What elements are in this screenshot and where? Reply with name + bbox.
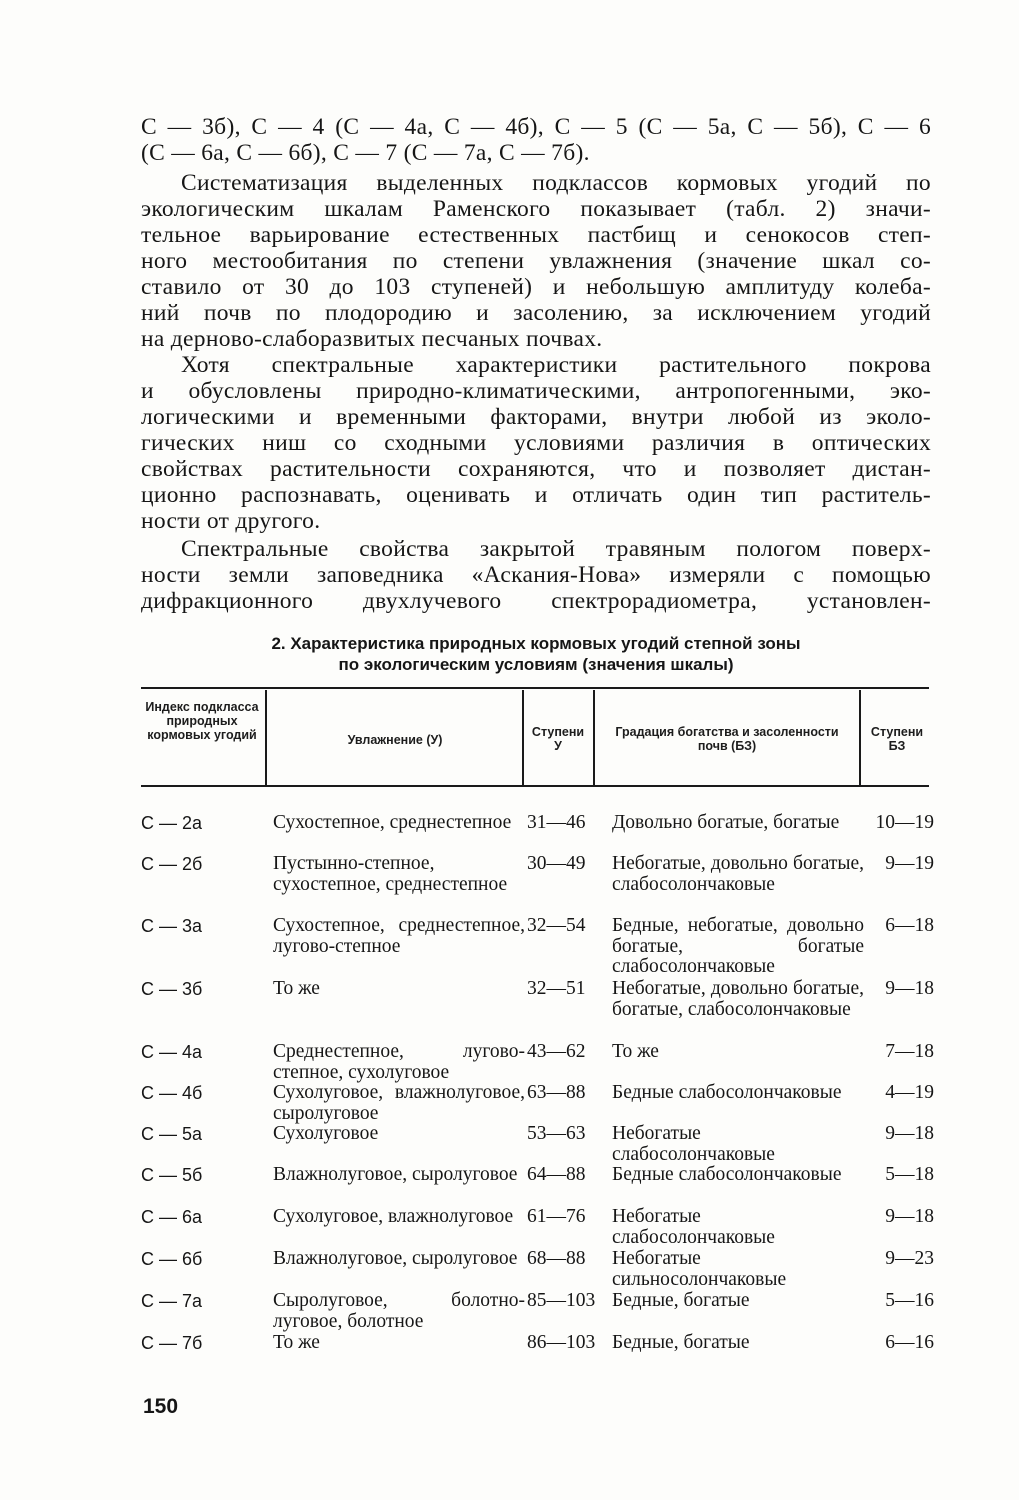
- cell-index: С — 5а: [141, 1124, 203, 1144]
- text-line: логическими и временными факторами, внутри любой из эколо-: [141, 404, 931, 430]
- text-line: свойствах растительности сохраняются, что и позволяет дистан-: [141, 456, 931, 482]
- cell-humidity: То же: [273, 1332, 320, 1353]
- text-line: и обусловлены природно-климатическими, антропогенными, эко-: [141, 378, 931, 404]
- text-line: гических ниш со сходными условиями различия в оптических: [141, 430, 931, 456]
- cell-index: С — 3б: [141, 979, 203, 999]
- cell-humidity-steps: 63—88: [527, 1082, 586, 1103]
- cell-humidity-steps: 32—51: [527, 978, 586, 999]
- continuation-text: [141, 114, 931, 166]
- cell-richness-steps: 9—18: [885, 1206, 934, 1227]
- text-line: тельное варьирование естественных пастбищ и сенокосов степ-: [141, 222, 931, 248]
- cell-richness: Небогатые слабосолончаковые: [612, 1206, 775, 1248]
- cell-richness-steps: 9—19: [885, 853, 934, 874]
- cell-richness-steps: 6—18: [885, 915, 934, 936]
- cell-richness: Бедные, богатые: [612, 1290, 750, 1311]
- cell-humidity: Сыролуговое, болотно-луговое, болотное: [273, 1290, 525, 1332]
- cell-humidity-steps: 31—46: [527, 812, 586, 833]
- table-column-divider: [265, 690, 267, 785]
- cell-richness: Довольно богатые, богатые: [612, 812, 840, 833]
- header-richness: Градация богатства и засоленности почв (БЗ): [615, 725, 839, 753]
- text-line: Спектральные свойства закрытой травяным пологом поверх-: [181, 536, 931, 562]
- cell-humidity-steps: 61—76: [527, 1206, 586, 1227]
- cell-richness: Бедные слабосолончаковые: [612, 1082, 842, 1103]
- text-line: С — 3б), С — 4 (С — 4а, С — 4б), С — 5 (С — 5а, С — 5б), С — 6: [141, 114, 931, 140]
- table-caption-line: по экологическим условиям (значения шкалы): [338, 655, 734, 674]
- cell-humidity-steps: 64—88: [527, 1164, 586, 1185]
- text-line: Хотя спектральные характеристики растительного покрова: [181, 352, 931, 378]
- text-line: ности земли заповедника «Аскания-Нова» измеряли с помощью: [141, 562, 931, 588]
- cell-richness: Бедные, небогатые, довольно богатые, богатые слабосолончаковые: [612, 915, 864, 977]
- header-index: Индекс подкласса природных кормовых угодий: [145, 700, 259, 742]
- cell-index: С — 4б: [141, 1083, 203, 1103]
- cell-richness-steps: 5—18: [885, 1164, 934, 1185]
- text-line: ности от другого.: [141, 508, 321, 534]
- paragraph-spectral-characteristics: [141, 352, 931, 534]
- paragraph-systematization: [141, 170, 931, 352]
- cell-richness-steps: 10—19: [875, 812, 934, 833]
- table-top-rule: [141, 687, 929, 689]
- header-humidity-steps: Ступени У: [531, 725, 585, 753]
- cell-humidity: Сухолуговое, влажнолуговое: [273, 1206, 514, 1227]
- cell-humidity-steps: 68—88: [527, 1248, 586, 1269]
- text-line: экологическим шкалам Раменского показывает (табл. 2) значи-: [141, 196, 931, 222]
- table-header-rule: [141, 785, 929, 787]
- cell-richness-steps: 9—23: [885, 1248, 934, 1269]
- text-line: дифракционного двухлучевого спектрорадиометра, установлен-: [141, 588, 931, 614]
- cell-humidity-steps: 86—103: [527, 1332, 596, 1353]
- text-line: ного местообитания по степени увлажнения (значение шкал со-: [141, 248, 931, 274]
- cell-humidity-steps: 30—49: [527, 853, 586, 874]
- text-line: ставило от 30 до 103 ступеней) и небольшую амплитуду колеба-: [141, 274, 931, 300]
- cell-index: С — 6б: [141, 1249, 203, 1269]
- cell-index: С — 2а: [141, 813, 203, 833]
- text-line: ний почв по плодородию и засолению, за исключением угодий: [141, 300, 931, 326]
- cell-humidity: Сухостепное, среднестепное: [273, 812, 512, 833]
- table-caption-line: 2. Характеристика природных кормовых угодий степной зоны: [271, 634, 801, 653]
- cell-humidity: Пустынно-степное, сухостепное, среднестепное: [273, 853, 508, 895]
- text-line: ционно распознавать, оценивать и отличать один тип раститель-: [141, 482, 931, 508]
- page-number: 150: [143, 1395, 179, 1418]
- text-line: Систематизация выделенных подклассов кормовых угодий по: [181, 170, 931, 196]
- cell-humidity: Сухолуговое, влажнолуговое, сыролуговое: [273, 1082, 525, 1124]
- cell-richness: Бедные слабосолончаковые: [612, 1164, 842, 1185]
- cell-index: С — 7а: [141, 1291, 203, 1311]
- cell-index: С — 6а: [141, 1207, 203, 1227]
- cell-richness: Небогатые, довольно богатые, богатые, слабосолончаковые: [612, 978, 864, 1020]
- cell-humidity: То же: [273, 978, 320, 999]
- cell-humidity-steps: 85—103: [527, 1290, 596, 1311]
- cell-humidity-steps: 32—54: [527, 915, 586, 936]
- cell-humidity-steps: 53—63: [527, 1123, 586, 1144]
- paragraph-spectral-properties: [141, 536, 931, 614]
- cell-humidity: Влажнолуговое, сыролуговое: [273, 1164, 518, 1185]
- cell-humidity: Сухостепное, среднестепное, лугово-степное: [273, 915, 525, 957]
- cell-humidity-steps: 43—62: [527, 1041, 586, 1062]
- cell-index: С — 5б: [141, 1165, 203, 1185]
- cell-richness: То же: [612, 1041, 659, 1062]
- cell-richness-steps: 9—18: [885, 978, 934, 999]
- cell-index: С — 2б: [141, 854, 203, 874]
- cell-richness-steps: 4—19: [885, 1082, 934, 1103]
- cell-richness-steps: 9—18: [885, 1123, 934, 1144]
- cell-index: С — 7б: [141, 1333, 203, 1353]
- cell-humidity: Сухолуговое: [273, 1123, 379, 1144]
- cell-humidity: Влажнолуговое, сыролуговое: [273, 1248, 518, 1269]
- cell-richness-steps: 7—18: [885, 1041, 934, 1062]
- cell-richness-steps: 5—16: [885, 1290, 934, 1311]
- cell-humidity: Среднестепное, лугово-степное, сухолуговое: [273, 1041, 525, 1083]
- table-caption: [141, 633, 931, 675]
- cell-richness: Небогатые, довольно богатые, слабосолончаковые: [612, 853, 864, 895]
- cell-index: С — 4а: [141, 1042, 203, 1062]
- header-humidity: Увлажнение (У): [347, 733, 443, 747]
- table-column-divider: [522, 690, 524, 785]
- table-column-divider: [593, 690, 595, 785]
- table-column-divider: [859, 690, 861, 785]
- cell-richness: Бедные, богатые: [612, 1332, 750, 1353]
- header-richness-steps: Ступени БЗ: [870, 725, 924, 753]
- cell-index: С — 3а: [141, 916, 203, 936]
- text-line: на дерново-слаборазвитых песчаных почвах.: [141, 326, 603, 352]
- cell-richness: Небогатые сильносолончаковые: [612, 1248, 787, 1290]
- cell-richness: Небогатые слабосолончаковые: [612, 1123, 775, 1165]
- cell-richness-steps: 6—16: [885, 1332, 934, 1353]
- text-line: (С — 6а, С — 6б), С — 7 (С — 7а, С — 7б).: [141, 140, 590, 166]
